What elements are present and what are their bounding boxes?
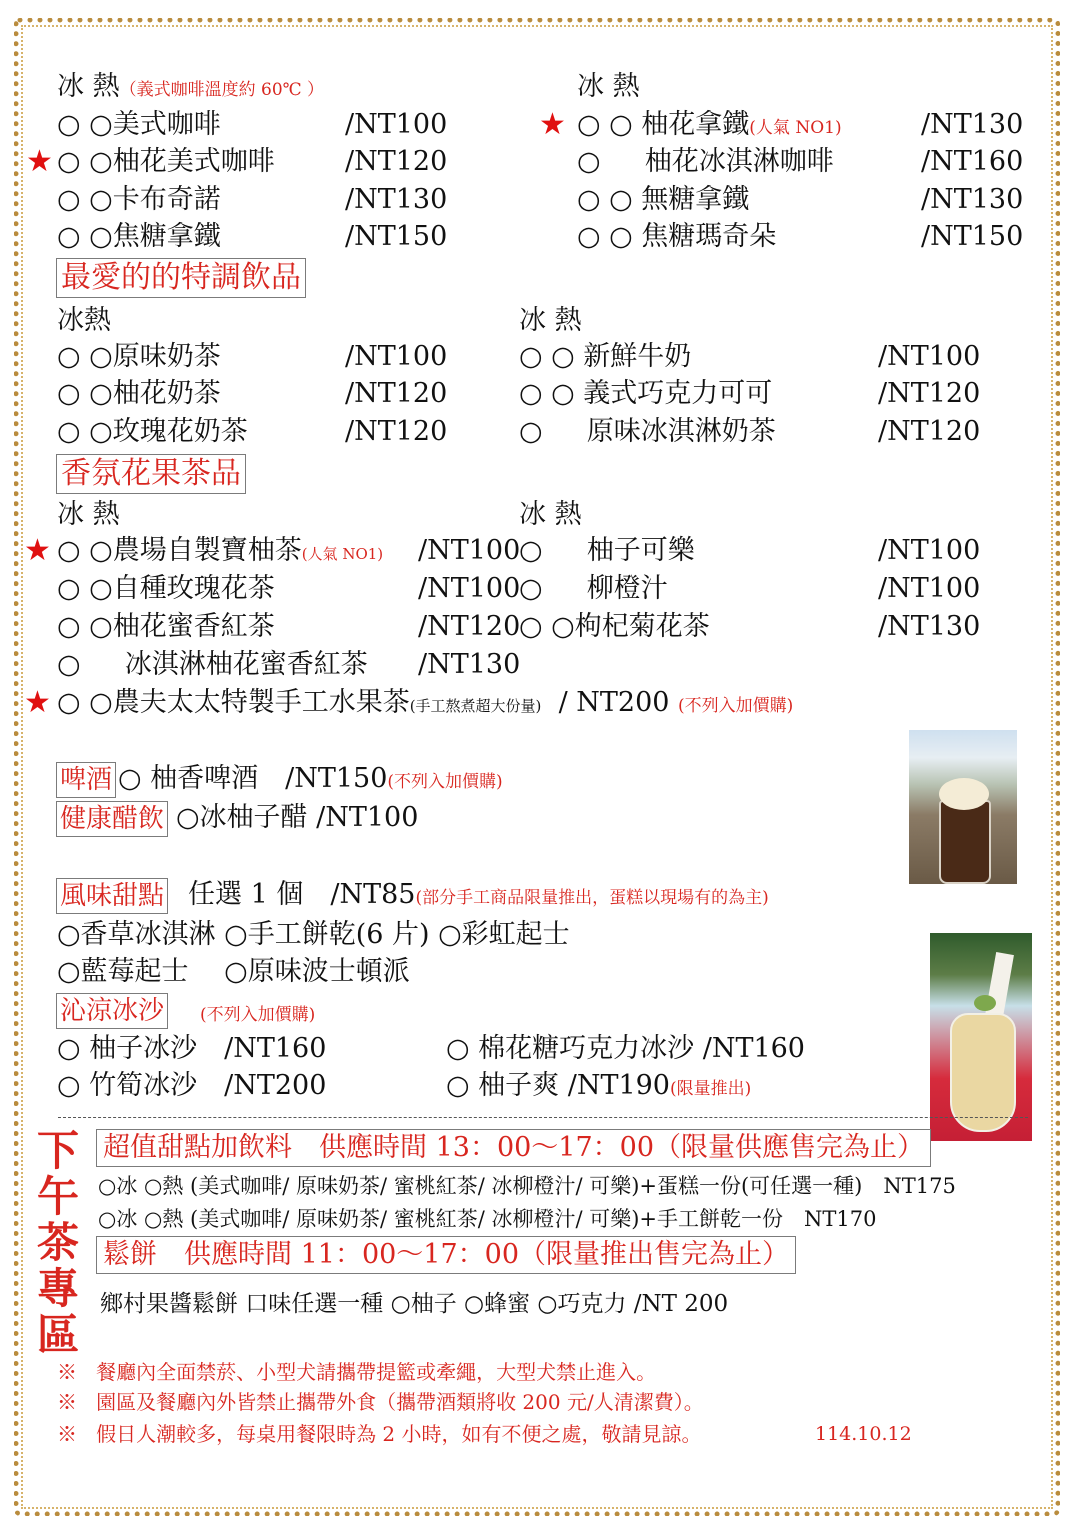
menu-item-name[interactable]: [446, 1069, 751, 1106]
menu-item-label: ○ 柚子爽 /NT190: [446, 1070, 670, 1101]
menu-item-price: /NT100: [878, 341, 981, 372]
menu-item-price: /NT120: [418, 611, 521, 642]
menu-item-label: ○ ○農場自製寶柚茶: [57, 535, 302, 566]
note-text: 餐廳內全面禁菸、小型犬請攜帶提籃或牽繩，大型犬禁止進入。: [96, 1360, 657, 1384]
menu-item-price: /NT130: [921, 184, 1024, 215]
menu-item-price: /NT100: [345, 109, 448, 140]
coffee-left-header-text: 冰 熱: [57, 71, 120, 102]
menu-item-price: /NT120: [345, 146, 448, 177]
vinegar-item[interactable]: ○冰柚子醋 /NT100: [176, 802, 419, 833]
menu-item-label: ○ ○農夫太太特製手工水果茶: [57, 687, 410, 718]
section-title-tea: 香氛花果茶品: [56, 454, 246, 494]
waffle-title: 鬆餅 供應時間 11：00～17：00（限量推出售完為止）: [96, 1236, 796, 1274]
star-icon: ★: [26, 144, 53, 179]
combo-option-2[interactable]: ○冰 ○熱 (美式咖啡/ 原味奶茶/ 蜜桃紅茶/ 冰柳橙汁/ 可樂)+手工餅乾一份 NT170: [98, 1207, 877, 1231]
menu-item-name[interactable]: ○ 冰淇淋柚花蜜香紅茶: [57, 649, 368, 680]
menu-item-label: ○ 柚香啤酒 /NT150: [118, 763, 388, 794]
combo-title: 超值甜點加飲料 供應時間 13：00～17：00（限量供應售完為止）: [96, 1129, 931, 1167]
popular-note: (人氣 NO1): [749, 118, 842, 138]
note-mark: ※: [57, 1390, 77, 1414]
menu-item-price: /NT150: [345, 221, 448, 252]
section-title-vinegar: 健康醋飲: [56, 801, 168, 837]
tea-right-header: 冰 熱: [519, 499, 582, 530]
star-icon: ★: [24, 533, 51, 568]
menu-item-name[interactable]: ○ ○卡布奇諾: [57, 184, 221, 215]
divider: [58, 1117, 1028, 1118]
popular-note: (人氣 NO1): [301, 545, 384, 563]
menu-item-name[interactable]: ○ ○ 義式巧克力可可: [519, 378, 773, 409]
menu-item-price: / NT200: [558, 687, 670, 718]
dessert-note: (部分手工商品限量推出，蛋糕以現場有的為主): [415, 888, 769, 908]
menu-item-price: /NT100: [418, 535, 521, 566]
menu-item-price: /NT120: [345, 378, 448, 409]
menu-item-price: /NT130: [418, 649, 521, 680]
menu-item-name[interactable]: [57, 534, 383, 571]
menu-item-price: /NT100: [878, 573, 981, 604]
mint-leaf-shape: [974, 995, 996, 1011]
menu-item-price: /NT130: [921, 109, 1024, 140]
star-icon: ★: [24, 685, 51, 720]
menu-date: 114.10.12: [815, 1423, 912, 1445]
menu-item-name[interactable]: ○ 柳橙汁: [519, 573, 668, 604]
coffee-left-header: [57, 70, 324, 107]
menu-item-price: /NT120: [878, 416, 981, 447]
note-row: [57, 1358, 656, 1386]
note-text: 園區及餐廳內外皆禁止攜帶外食（攜帶酒類將收 200 元/人清潔費）。: [96, 1390, 704, 1414]
dessert-choose-text: 任選 1 個 /NT85: [188, 879, 416, 910]
menu-item-name[interactable]: ○ ○枸杞菊花茶: [519, 611, 710, 642]
drink-photo: [909, 730, 1017, 884]
ice-cream-shape: [939, 778, 989, 810]
menu-item-name[interactable]: ○ ○ 焦糖瑪奇朵: [577, 221, 777, 252]
menu-item-price: /NT160: [921, 146, 1024, 177]
note-mark: ※: [57, 1360, 77, 1384]
menu-item-name[interactable]: ○ 竹筍冰沙 /NT200: [57, 1070, 327, 1101]
exclude-note: (不列入加價購): [678, 696, 794, 716]
note-mark: ※: [57, 1422, 77, 1446]
note-row: [57, 1388, 704, 1416]
menu-item-label: ○ ○ 柚花拿鐵: [577, 109, 750, 140]
menu-item-name[interactable]: ○ ○ 新鮮牛奶: [519, 341, 692, 372]
menu-item-name[interactable]: ○ 柚子可樂: [519, 535, 695, 566]
section-title-special: 最愛的的特調飲品: [56, 258, 306, 298]
afternoon-tea-vertical-title: 下午茶專區: [36, 1126, 79, 1359]
menu-item-name[interactable]: ○ ○焦糖拿鐵: [57, 221, 221, 252]
menu-item-price: /NT120: [345, 416, 448, 447]
menu-item-name[interactable]: ○ ○柚花奶茶: [57, 378, 221, 409]
menu-item-name[interactable]: ○ ○柚花美式咖啡: [57, 146, 275, 177]
menu-item-name[interactable]: ○ 棉花糖巧克力冰沙 /NT160: [446, 1033, 805, 1064]
menu-item-name[interactable]: ○ ○美式咖啡: [57, 109, 221, 140]
special-right-header: 冰 熱: [519, 305, 582, 336]
menu-item-price: /NT120: [878, 378, 981, 409]
menu-item-price: /NT100: [418, 573, 521, 604]
beer-item[interactable]: [118, 762, 503, 799]
combo-option-1[interactable]: ○冰 ○熱 (美式咖啡/ 原味奶茶/ 蜜桃紅茶/ 冰柳橙汁/ 可樂)+蛋糕一份(可任選一種) NT175: [98, 1174, 956, 1198]
exclude-note: (不列入加價購): [387, 772, 503, 792]
coffee-temp-note: （義式咖啡溫度約 60℃ ）: [119, 80, 325, 100]
menu-item-price: /NT150: [921, 221, 1024, 252]
menu-item-name[interactable]: ○ ○柚花蜜香紅茶: [57, 611, 275, 642]
section-title-smoothie: 沁涼冰沙: [56, 993, 168, 1029]
dessert-options-row1[interactable]: ○香草冰淇淋 ○手工餅乾(6 片) ○彩虹起士: [57, 919, 570, 950]
menu-item-price: /NT100: [878, 535, 981, 566]
smoothie-photo: [930, 933, 1032, 1141]
special-left-header: 冰熱: [57, 305, 111, 336]
menu-item-name[interactable]: ○ ○自種玫瑰花茶: [57, 573, 275, 604]
exclude-note: (不列入加價購): [200, 1005, 316, 1025]
fruit-tea-note: (手工熬煮超大份量): [409, 697, 542, 715]
menu-item-price: /NT130: [345, 184, 448, 215]
fruit-tea-item[interactable]: [57, 686, 793, 723]
note-row: [57, 1420, 702, 1448]
menu-item-name[interactable]: ○ ○ 無糖拿鐵: [577, 184, 750, 215]
menu-item-name[interactable]: ○ 柚子冰沙 /NT160: [57, 1033, 327, 1064]
tea-left-header: 冰 熱: [57, 499, 120, 530]
menu-item-price: /NT130: [878, 611, 981, 642]
star-icon: ★: [539, 107, 566, 142]
section-title-dessert: 風味甜點: [56, 878, 168, 914]
dessert-choose: [188, 878, 769, 915]
menu-item-price: /NT100: [345, 341, 448, 372]
coffee-right-header: 冰 熱: [577, 71, 640, 102]
menu-item-name[interactable]: ○ 柚花冰淇淋咖啡: [577, 146, 834, 177]
cup-shape: [939, 800, 991, 884]
menu-item-name[interactable]: ○ ○玫瑰花奶茶: [57, 416, 248, 447]
glass-shape: [950, 1013, 1016, 1132]
dessert-options-row2[interactable]: ○藍莓起士 ○原味波士頓派: [57, 956, 410, 987]
waffle-item[interactable]: 鄉村果醬鬆餅 口味任選一種 ○柚子 ○蜂蜜 ○巧克力 /NT 200: [100, 1291, 729, 1317]
menu-item-name[interactable]: ○ ○原味奶茶: [57, 341, 221, 372]
note-text: 假日人潮較多，每桌用餐限時為 2 小時，如有不便之處，敬請見諒。: [96, 1422, 702, 1446]
section-title-beer: 啤酒: [56, 762, 116, 798]
menu-item-name[interactable]: [577, 108, 842, 145]
limited-note: (限量推出): [670, 1079, 752, 1099]
menu-item-name[interactable]: ○ 原味冰淇淋奶茶: [519, 416, 776, 447]
